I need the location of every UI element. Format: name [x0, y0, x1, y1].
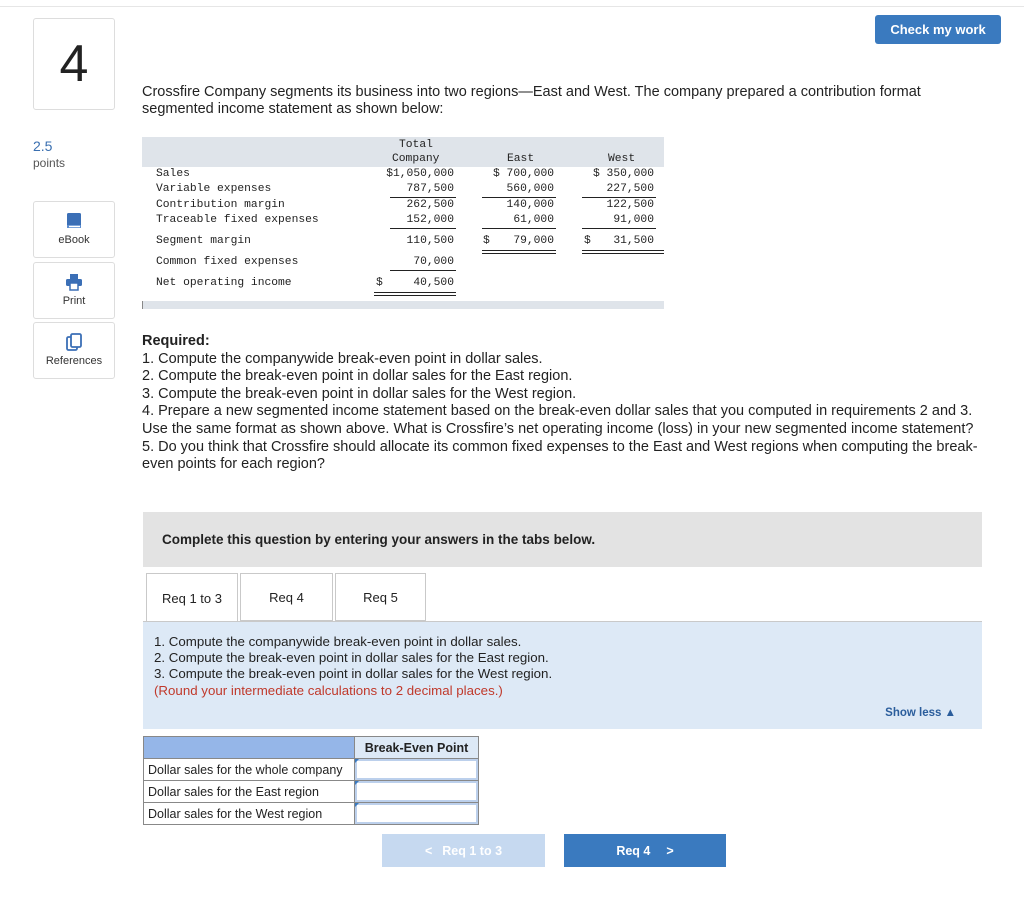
required-item: 1. Compute the companywide break-even point in dollar sales. — [142, 350, 543, 367]
segment-east-dollar: $ — [483, 235, 490, 247]
row-label-contribution: Contribution margin — [156, 199, 285, 211]
previous-tab-label: Req 1 to 3 — [442, 843, 503, 858]
sales-east: $ 700,000 — [492, 168, 554, 180]
traceable-total: 152,000 — [406, 214, 454, 226]
instruction-line: 3. Compute the break-even point in dollar sales for the West region. — [154, 666, 553, 682]
double-underline — [374, 295, 456, 296]
row-label-traceable: Traceable fixed expenses — [156, 214, 319, 226]
row-label: Dollar sales for the East region — [144, 781, 355, 803]
references-icon — [65, 333, 83, 351]
row-label-variable: Variable expenses — [156, 183, 272, 195]
row-label-sales: Sales — [156, 168, 190, 180]
contribution-total: 262,500 — [406, 199, 454, 211]
contribution-east: 140,000 — [506, 199, 554, 211]
noi-total: 40,500 — [413, 277, 454, 289]
segmented-income-statement — [142, 137, 664, 309]
answer-table-corner — [144, 737, 355, 759]
contribution-west: 122,500 — [606, 199, 654, 211]
statement-footer-band — [142, 301, 664, 309]
underline — [582, 228, 656, 229]
break-even-company-input[interactable] — [355, 759, 478, 780]
header-total-line2: Company — [392, 153, 440, 165]
underline — [390, 197, 456, 198]
next-tab-button[interactable] — [564, 834, 726, 867]
references-button[interactable] — [33, 322, 115, 379]
traceable-east: 61,000 — [513, 214, 554, 226]
break-even-west-input[interactable] — [355, 803, 478, 824]
rounding-note: (Round your intermediate calculations to 2 decimal places.) — [154, 682, 503, 698]
break-even-east-input[interactable] — [355, 781, 478, 802]
tab-req-4[interactable]: Req 4 — [240, 573, 333, 621]
header-east: East — [507, 153, 535, 165]
header-west: West — [608, 153, 636, 165]
points-label: points — [33, 156, 66, 170]
variable-east: 560,000 — [506, 183, 554, 195]
required-item: 4. Prepare a new segmented income statement based on the break-even dollar sales that you computed in requirements 2 and 3. Use the same format as shown above. What is Crossfire’s net operating income (loss) in your new segmented income statement? — [142, 403, 974, 437]
next-tab-label: Req 4 — [616, 843, 651, 858]
variable-west: 227,500 — [606, 183, 654, 195]
print-label: Print — [62, 295, 86, 307]
table-row — [144, 781, 479, 803]
answer-cell — [355, 759, 479, 781]
variable-total: 787,500 — [406, 183, 454, 195]
row-label-segment: Segment margin — [156, 235, 251, 247]
traceable-west: 91,000 — [613, 214, 654, 226]
answer-cell — [355, 781, 479, 803]
underline — [390, 228, 456, 229]
answer-table — [143, 736, 479, 825]
noi-total-dollar: $ — [376, 277, 383, 289]
instruction-line: 2. Compute the break-even point in dollar sales for the East region. — [154, 650, 549, 666]
common-total: 70,000 — [413, 256, 454, 268]
required-item: 2. Compute the break-even point in dollar sales for the East region. — [142, 368, 573, 385]
required-item: 3. Compute the break-even point in dollar sales for the West region. — [142, 385, 577, 402]
references-label: References — [45, 355, 103, 367]
row-label-noi: Net operating income — [156, 277, 292, 289]
answer-cell — [355, 803, 479, 825]
double-underline — [482, 253, 556, 254]
double-underline — [482, 250, 556, 251]
sales-west: $ 350,000 — [592, 168, 654, 180]
print-button[interactable] — [33, 262, 115, 319]
double-underline — [582, 250, 664, 251]
row-label-common: Common fixed expenses — [156, 256, 299, 268]
required-section — [142, 333, 1002, 474]
question-intro: Crossfire Company segments its business into two regions—East and West. The company prepared a contribution format segmented income statement as shown below: — [142, 84, 921, 117]
table-row — [144, 759, 479, 781]
required-heading: Required: — [142, 333, 210, 349]
double-underline — [582, 253, 664, 254]
points-value: 2.5 — [33, 138, 53, 154]
segment-total: 110,500 — [406, 235, 454, 247]
break-even-header: Break-Even Point — [355, 737, 479, 759]
question-number: 4 — [33, 18, 115, 110]
show-less-link[interactable] — [885, 707, 956, 719]
row-label: Dollar sales for the whole company — [144, 759, 355, 781]
underline — [582, 197, 656, 198]
underline — [482, 197, 556, 198]
underline — [390, 270, 456, 271]
caret-up-icon: ▲ — [944, 707, 956, 719]
segment-east: 79,000 — [513, 235, 554, 247]
tab-content-panel — [143, 621, 982, 729]
tab-req-5[interactable]: Req 5 — [335, 573, 426, 621]
instruction-line: 1. Compute the companywide break-even point in dollar sales. — [154, 634, 522, 649]
check-my-work-button[interactable]: Check my work — [875, 15, 1001, 44]
segment-west-dollar: $ — [584, 235, 591, 247]
complete-instruction: Complete this question by entering your answers in the tabs below. — [143, 512, 982, 567]
tab-req-1-to-3[interactable]: Req 1 to 3 — [146, 573, 238, 622]
row-label: Dollar sales for the West region — [144, 803, 355, 825]
previous-tab-button[interactable] — [382, 834, 545, 867]
ebook-label: eBook — [58, 234, 90, 246]
segment-west: 31,500 — [613, 235, 654, 247]
underline — [482, 228, 556, 229]
required-item: 5. Do you think that Crossfire should allocate its common fixed expenses to the East and West regions when computing the break-even points for each region? — [142, 438, 978, 473]
printer-icon — [65, 273, 83, 291]
book-icon — [65, 212, 83, 230]
header-total-line1: Total — [399, 139, 433, 151]
table-row — [144, 803, 479, 825]
show-less-label: Show less — [885, 707, 942, 719]
tab-instructions — [154, 634, 552, 699]
sales-total: $1,050,000 — [386, 168, 454, 180]
chevron-left-icon: < — [424, 843, 433, 858]
double-underline — [374, 292, 456, 293]
ebook-button[interactable] — [33, 201, 115, 258]
top-divider — [0, 6, 1024, 7]
chevron-right-icon: > — [666, 843, 674, 858]
